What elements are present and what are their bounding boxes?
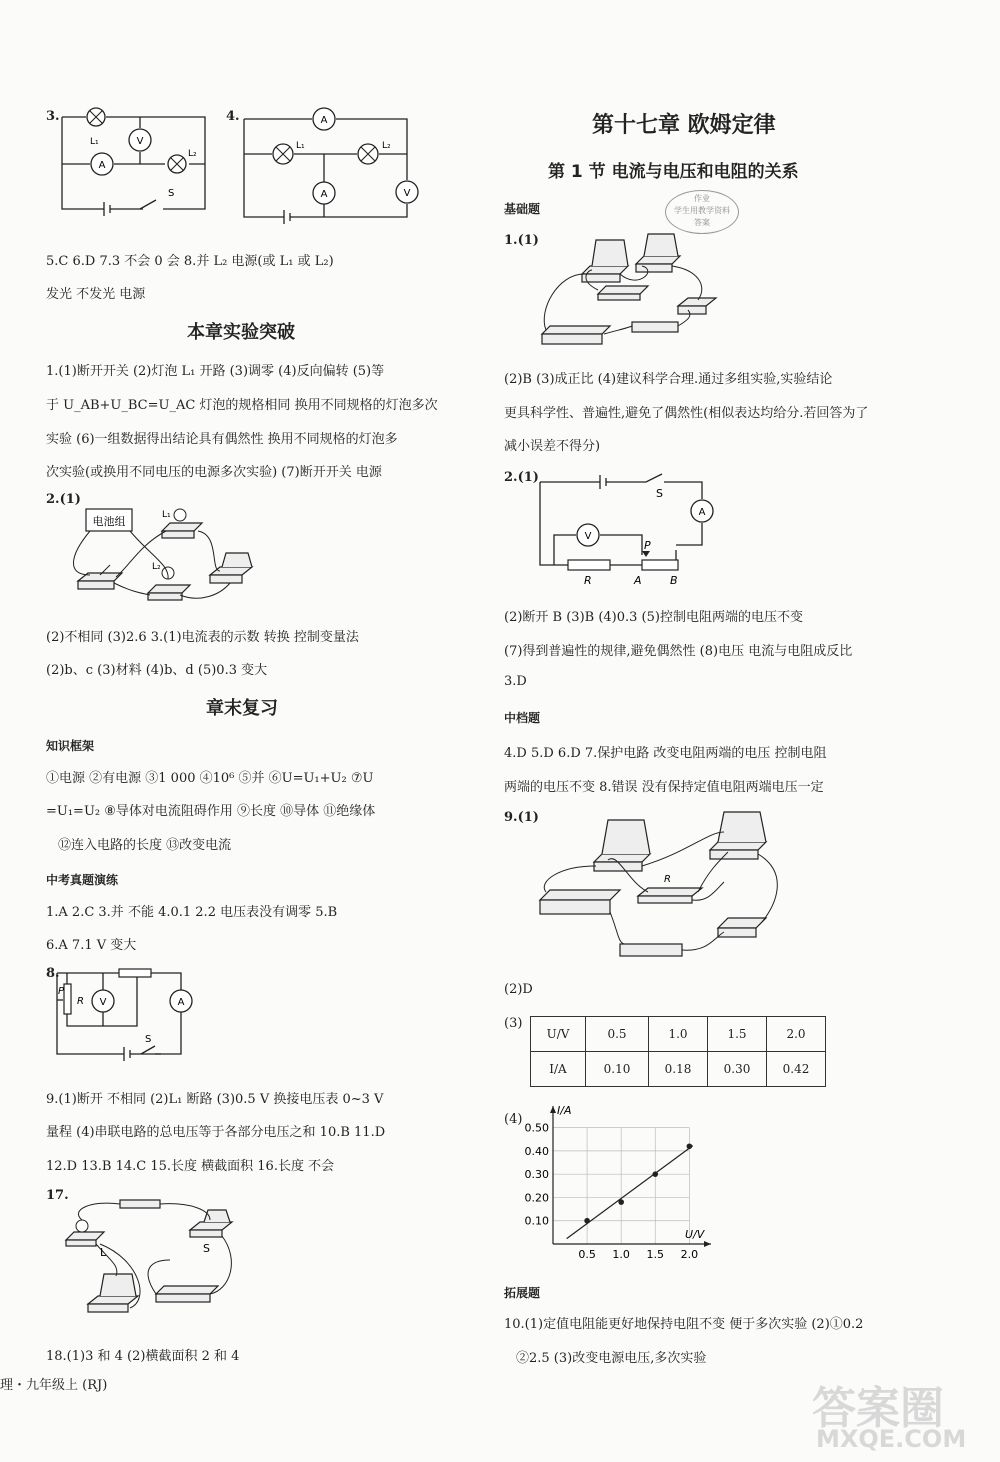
q8-resistor-label: R: [77, 996, 84, 1007]
q4-voltmeter-label: V: [403, 188, 411, 199]
exp-2-apparatus: [70, 495, 270, 605]
exp-1-line4: 次实验(或换用不同电压的电源多次实验) (7)断开开关 电源: [46, 465, 382, 480]
q3-label: 3.: [46, 109, 60, 124]
exp-2-line3: (2)b、c (3)材料 (4)b、d (5)0.3 变大: [46, 663, 268, 678]
table-cell: 1.0: [649, 1017, 708, 1052]
x-axis-label: U/V: [685, 1228, 705, 1241]
ext-line1: 10.(1)定值电阻能更好地保持电阻不变 便于多次实验 (2)①0.2: [504, 1317, 864, 1332]
exp-2-line2: (2)不相同 (3)2.6 3.(1)电流表的示数 转换 控制变量法: [46, 630, 359, 645]
y-tick-label: 0.10: [524, 1214, 549, 1228]
knowledge-framework-title: 知识框架: [46, 739, 95, 753]
data-point: [687, 1143, 693, 1149]
q4-ammeter-top-label: A: [320, 115, 328, 126]
b2-slider-label: P: [644, 539, 651, 552]
x-tick-label: 1.0: [612, 1248, 630, 1261]
b2-terminal-b-label: B: [670, 574, 678, 587]
b2-voltmeter-label: V: [584, 531, 592, 542]
q9-right-label: 9.(1): [504, 810, 539, 825]
b1-line3: 更具科学性、普遍性,避免了偶然性(相似表达均给分.若回答为了: [504, 406, 869, 421]
q3-ammeter-label: A: [98, 160, 106, 171]
table-row: [531, 1052, 826, 1087]
exp-1-line2: 于 U_AB+U_BC=U_AC 灯泡的规格相同 换用不同规格的灯泡多次: [46, 398, 438, 413]
exp-1-line3: 实验 (6)一组数据得出结论具有偶然性 换用不同规格的灯泡多: [46, 432, 398, 447]
q9-3-label: (3): [504, 1016, 523, 1031]
q9-2-line: (2)D: [504, 982, 533, 997]
chapter-title: 第十七章 欧姆定律: [592, 113, 776, 138]
x-axis-arrow: [704, 1241, 711, 1247]
q17-label: 17.: [46, 1188, 69, 1203]
q9-apparatus: [538, 812, 788, 967]
table-cell: U/V: [531, 1017, 586, 1052]
q9-line1: 9.(1)断开 不相同 (2)L₁ 断路 (3)0.5 V 换接电压表 0~3 V: [46, 1092, 384, 1107]
battery-label: 电池组: [92, 515, 126, 528]
b2-line3: (7)得到普遍性的规律,避免偶然性 (8)电压 电流与电阻成反比: [504, 644, 853, 659]
q18-line: 18.(1)3 和 4 (2)横截面积 2 和 4: [46, 1349, 240, 1364]
zk-line1: 1.A 2.C 3.并 不能 4.0.1 2.2 电压表没有调零 5.B: [46, 905, 338, 920]
table-cell: 0.30: [708, 1052, 767, 1087]
y-tick-label: 0.20: [524, 1191, 549, 1205]
x-tick-label: 2.0: [680, 1248, 699, 1261]
data-point: [652, 1171, 658, 1177]
data-point: [584, 1218, 590, 1224]
q17-switch-label: S: [203, 1242, 210, 1255]
q17-apparatus: [60, 1190, 260, 1320]
data-point: [618, 1199, 624, 1205]
q9-line2: 量程 (4)串联电路的总电压等于各部分电压之和 10.B 11.D: [46, 1125, 386, 1140]
data-table: [530, 1016, 826, 1087]
watermark-en: MXQE.COM: [816, 1425, 967, 1453]
b2-line2: (2)断开 B (3)B (4)0.3 (5)控制电阻两端的电压不变: [504, 610, 803, 625]
y-tick-label: 0.40: [524, 1144, 549, 1158]
q8-label: 8.: [46, 966, 60, 981]
basic-section-title: 基础题: [504, 202, 541, 216]
q8-switch-label: S: [145, 1034, 152, 1045]
q4-label: 4.: [226, 109, 240, 124]
exp-2-lamp2-label: L₂: [152, 562, 161, 572]
q17-lamp-label: L: [100, 1246, 107, 1259]
b2-resistor-label: R: [584, 574, 592, 587]
m-line2: 两端的电压不变 8.错误 没有保持定值电阻两端电压一定: [504, 780, 824, 795]
q3-lamp1-label: L₁: [90, 137, 99, 147]
x-tick-label: 0.5: [578, 1248, 596, 1261]
extension-section-title: 拓展题: [504, 1286, 541, 1300]
table-row: [531, 1017, 826, 1052]
y-axis-label: I/A: [557, 1104, 572, 1117]
page-footer: 理・九年级上 (RJ): [0, 1378, 108, 1393]
q4-lamp1-label: L₁: [296, 141, 305, 151]
b2-label: 2.(1): [504, 470, 539, 485]
q8-circuit: [55, 968, 195, 1063]
y-tick-label: 0.30: [524, 1168, 549, 1182]
kf-line2: =U₁=U₂ ⑧导体对电流阻碍作用 ⑨长度 ⑩导体 ⑪绝缘体: [46, 804, 376, 819]
table-cell: 0.18: [649, 1052, 708, 1087]
q9-line3: 12.D 13.B 14.C 15.长度 横截面积 16.长度 不会: [46, 1159, 335, 1174]
q3-voltmeter-label: V: [136, 136, 144, 147]
m-line1: 4.D 5.D 6.D 7.保护电路 改变电阻两端的电压 控制电阻: [504, 746, 827, 761]
q4-ammeter-mid-label: A: [320, 189, 328, 200]
stamp-line3: 答案: [694, 218, 710, 227]
table-cell: 0.5: [586, 1017, 649, 1052]
fit-line: [567, 1146, 693, 1239]
exam-practice-title: 中考真题演练: [46, 873, 119, 887]
ans-5-8-line1: 5.C 6.D 7.3 不会 0 会 8.并 L₂ 电源(或 L₁ 或 L₂): [46, 254, 334, 269]
q4-circuit: [242, 112, 422, 227]
q9-resistor-label: R: [664, 874, 671, 885]
q4-lamp2-label: L₂: [382, 141, 391, 151]
watermark-cn: 答案圈: [812, 1383, 944, 1434]
b1-line4: 减小误差不得分): [504, 439, 601, 454]
b2-terminal-a-label: A: [634, 574, 642, 587]
q8-ammeter-label: A: [177, 997, 185, 1008]
q8-voltmeter-label: V: [99, 997, 107, 1008]
ans-5-8-line2: 发光 不发光 电源: [46, 287, 146, 302]
q3-circuit: [60, 112, 220, 217]
b3-line: 3.D: [504, 674, 527, 689]
b1-line2: (2)B (3)成正比 (4)建议科学合理.通过多组实验,实验结论: [504, 372, 833, 387]
b2-ammeter-label: A: [698, 507, 706, 518]
b2-circuit: [538, 475, 728, 590]
kf-line1: ①电源 ②有电源 ③1 000 ④10⁶ ⑤并 ⑥U=U₁+U₂ ⑦U: [46, 771, 374, 786]
stamp-line2: 学生用教学资料: [674, 206, 730, 215]
q9-4-label: (4): [504, 1112, 523, 1127]
x-tick-label: 1.5: [646, 1248, 665, 1261]
kf-line3: ⑫连入电路的长度 ⑬改变电流: [58, 838, 232, 853]
table-cell: 0.10: [586, 1052, 649, 1087]
table-cell: 0.42: [767, 1052, 826, 1087]
exp-2-lamp1-label: L₁: [162, 510, 171, 520]
exp-1-line1: 1.(1)断开开关 (2)灯泡 L₁ 开路 (3)调零 (4)反向偏转 (5)等: [46, 364, 385, 379]
q3-switch-label: S: [168, 188, 175, 199]
b1-label: 1.(1): [504, 233, 539, 248]
table-cell: 1.5: [708, 1017, 767, 1052]
y-tick-label: 0.50: [524, 1121, 549, 1135]
experiment-section-title: 本章实验突破: [187, 322, 295, 343]
review-section-title: 章末复习: [206, 698, 278, 719]
section-title: 第 1 节 电流与电压和电阻的关系: [548, 162, 799, 182]
zk-line2: 6.A 7.1 V 变大: [46, 938, 137, 953]
q8-slider-label: P: [58, 986, 65, 997]
iu-chart: [505, 1102, 715, 1272]
homework-stamp: [665, 190, 739, 234]
table-cell: 2.0: [767, 1017, 826, 1052]
ext-line2: ②2.5 (3)改变电源电压,多次实验: [516, 1351, 707, 1366]
table-cell: I/A: [531, 1052, 586, 1087]
exp-2-label: 2.(1): [46, 492, 81, 507]
y-axis-arrow: [550, 1106, 556, 1113]
b1-apparatus: [538, 230, 738, 352]
b2-switch-label: S: [656, 487, 663, 500]
q3-lamp2-label: L₂: [188, 149, 197, 159]
stamp-line1: 作业: [694, 194, 710, 203]
medium-section-title: 中档题: [504, 711, 541, 725]
